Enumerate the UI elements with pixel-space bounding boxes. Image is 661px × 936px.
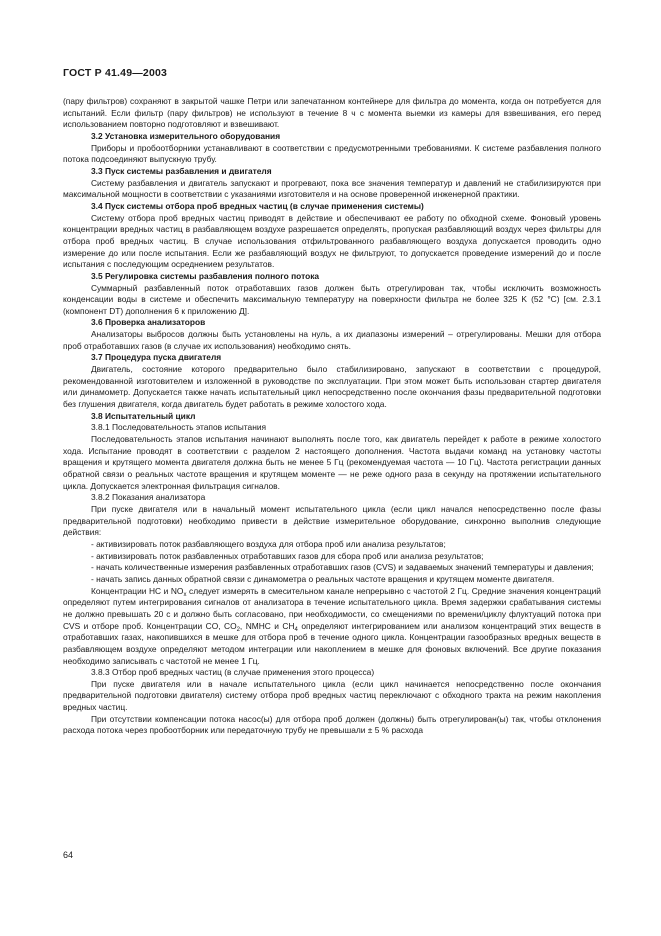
section-heading: 3.2 Установка измерительного оборудования <box>91 130 281 141</box>
paragraph: (пару фильтров) сохраняют в закрытой чашке Петри или запечатанном контейнере для фильтра до момента, когда он потребуется для испытаний. Если фильтр (пару фильтров) не используют в течение 8 ч с момента выемки из камеры для взвешивания, его перед использованием повторно подготовляют и взвешивают. <box>63 96 601 130</box>
paragraph: Концентрации HC и $NO_x$ следует измерять в смесительном канале непрерывно с частотой 2 Гц. Средние значения концентраций определяют путем интегрирования сигналов от анализатора в течение испытательного цикла. Время задержки срабатывания системы не должно превышать 20 с и должно быть согласовано, при необходимости, со смещениями по времени/циклу флуктуаций потока при CVS и отборе проб. Концентрации CO, $CO_2$, NMHC и $CH_4$ определяют интегрированием или анализом концентраций этих веществ в отработавших газах, накопившихся в мешке для отбора проб в течение одного цикла. Концентрации газообразных вредных веществ в разбавляющем воздухе определяют методом интеграции или накоплением в мешке для фоновых включений. Все другие показания необходимо записывать с частотой не менее 1 Гц. <box>63 585 601 666</box>
subsection-heading: 3.8.2 Показания анализатора <box>91 492 206 503</box>
document-header: ГОСТ Р 41.49—2003 <box>63 67 168 79</box>
paragraph: Анализаторы выбросов должны быть установлены на нуль, а их диапазоны измерений – отрегулированы. Мешки для отбора проб отработавших газов (в случае их использования) необходимо снять. <box>63 329 601 351</box>
paragraph: При пуске двигателя или в начале испытательного цикла (если цикл начинается непосредственно после окончания предварительной подготовки двигателя) систему отбора проб вредных частиц переключают с обходного тракта на режим накопления вредных частиц. <box>63 678 601 713</box>
section-heading: 3.5 Регулировка системы разбавления полного потока <box>91 270 320 281</box>
section-heading: 3.4 Пуск системы отбора проб вредных частиц (в случае применения системы) <box>91 200 424 211</box>
subsection-heading: 3.8.1 Последовательность этапов испытания <box>91 422 267 433</box>
document-body <box>63 96 601 737</box>
paragraph: Двигатель, состояние которого предварительно было стабилизировано, запускают в соответствии с процедурой, рекомендованной изготовителем и изложенной в руководстве по эксплуатации. При этом может быть использован стартер двигателя или динамометр. Допускается также начать испытательный цикл непосредственно после окончания фазы предварительной подготовки без глушения двигателя, когда двигатель будет работать в режиме холостого хода. <box>63 364 601 410</box>
paragraph: При пуске двигателя или в начальный момент испытательного цикла (если цикл начался непосредственно после фазы предварительной подготовки) необходимо привести в действие измерительное оборудование, синхронно выполнив следующие действия: <box>63 503 601 538</box>
list-item: - активизировать поток разбавляющего воздуха для отбора проб или анализа результатов; <box>91 538 446 549</box>
section-heading: 3.6 Проверка анализаторов <box>91 317 206 328</box>
paragraph: Приборы и пробоотборники устанавливают в соответствии с предусмотренными требованиями. К системе разбавления полного потока подсоединяют выпускную трубу. <box>63 142 601 165</box>
list-item: - начать количественные измерения разбавленных отработавших газов (CVS) и задаваемых значений температуры и давления; <box>91 562 594 573</box>
section-heading: 3.3 Пуск системы разбавления и двигателя <box>91 165 272 176</box>
paragraph: Суммарный разбавленный поток отработавших газов должен быть отрегулирован так, чтобы исключить возможность конденсации воды в системе и обеспечить максимальную температуру на поверхности фильтра не более 325 K (52 °С) [см. 2.3.1 (компонент DT) дополнения 6 к приложению Д]. <box>63 282 601 316</box>
list-item: - начать запись данных обратной связи с динамометра о реальных частоте вращения и крутящем моменте двигателя. <box>91 573 555 584</box>
section-heading: 3.7 Процедура пуска двигателя <box>91 352 222 363</box>
subsection-heading: 3.8.3 Отбор проб вредных частиц (в случае применения этого процесса) <box>91 667 375 678</box>
list-item: - активизировать поток разбавленных отработавших газов для сбора проб или анализа результатов; <box>91 550 484 561</box>
page-number: 64 <box>63 850 74 860</box>
paragraph: Систему отбора проб вредных частиц приводят в действие и обеспечивают ее работу по обходной схеме. Фоновый уровень концентрации вредных частиц в разбавляющем воздухе разрешается определять, пропуская разбавляющий воздух через фильтры для отбора проб вредных частиц. В случае использования отфильтрованного разбавляющего воздуха допускается проводить одно измерение до или после испытания. Если же разбавляющий воздух не фильтруют, то допускается проведение измерений до и после испытания с последующим осреднением результатов. <box>63 212 601 270</box>
paragraph: При отсутствии компенсации потока насос(ы) для отбора проб должен (должны) быть отрегулирован(ы) так, чтобы отклонения расхода потока через пробоотборник или передаточную трубу не превышали ± 5 % расхода <box>63 713 601 736</box>
section-heading: 3.8 Испытательный цикл <box>91 410 196 421</box>
paragraph: Систему разбавления и двигатель запускают и прогревают, пока все значения температур и давлений не стабилизируются при максимальной мощности в соответствии с указаниями изготовителя и на основе проверенной инженерной практики. <box>63 177 601 200</box>
paragraph: Последовательность этапов испытания начинают выполнять после того, как двигатель перейдет к работе в режиме холостого хода. Испытание проводят в соответствии с разделом 2 настоящего дополнения. Частота выдачи команд на установку частоты вращения и крутящего момента двигателя должна быть не менее 5 Гц (рекомендуемая частота — 10 Гц). Частота регистрации данных обратной связи о реальных частоте вращения и крутящем моменте — не реже одного раза в секунду на протяжении испытательного цикла. Допускается электронная фильтрация сигналов. <box>63 434 601 491</box>
